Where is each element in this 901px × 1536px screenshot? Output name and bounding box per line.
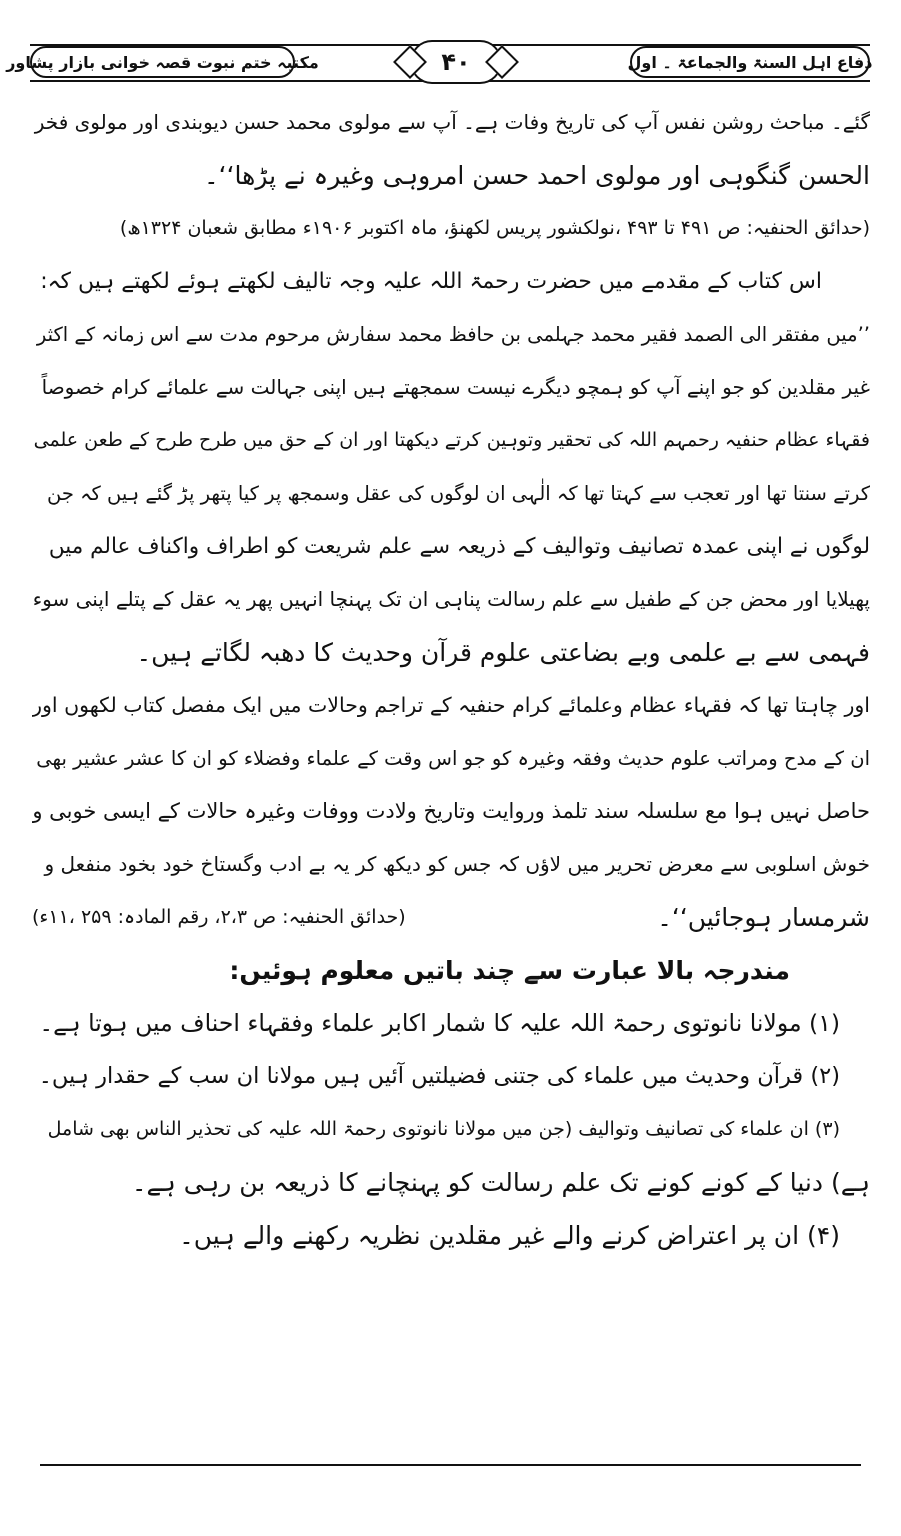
reference-inline: (حدائق الحنفیہ: ص ۲،۳، رقم المادہ: ۲۵۹ ،۱۱ء) [32, 906, 406, 928]
point-item: (۳) ان علماء کی تصانیف وتوالیف (جن میں مولانا نانوتوی رحمۃ اللہ علیہ کی تحذیر الناس بھی شامل [47, 1118, 840, 1140]
quote-line: فہمی سے بے علمی وبے بضاعتی علوم قرآن وحدیث کا دھبہ لگاتے ہیں۔ [136, 638, 870, 667]
point-item: (۲) قرآن وحدیث میں علماء کی جتنی فضیلتیں آئیں ہیں مولانا ان سب کے حقدار ہیں۔ [38, 1063, 840, 1089]
quote-line: غیر مقلدین کو جو اپنے آپ کو ہمچو دیگرے نیست سمجھتے ہیں اپنی جہالت سے علمائے کرام خصوصاً [41, 375, 870, 399]
quote-line: اور چاہتا تھا کہ فقہاء عظام وعلمائے کرام حنفیہ کے تراجم وحالات میں ایک مفصل کتاب لکھوں اور [32, 693, 870, 717]
page-header [6, 36, 873, 90]
text-line: گئے۔ مباحث روشن نفس آپ کی تاریخ وفات ہے۔ آپ سے مولوی محمد حسن دیوبندی اور مولوی فخر [34, 110, 870, 134]
quote-line: ’’میں مفتقر الی الصمد فقیر محمد جہلمی بن حافظ محمد سفارش مرحوم مدت سے اس زمانہ کے اکثر [36, 323, 870, 346]
reference-line: (حدائق الحنفیہ: ص ۴۹۱ تا ۴۹۳ ،نولکشور پریس لکھنؤ، ماہ اکتوبر ۱۹۰۶ء مطابق شعبان ۱۳۲۴ھ) [119, 217, 870, 239]
quote-line: لوگوں نے اپنی عمدہ تصانیف وتوالیف کے ذریعہ سے علم شریعت کو اطراف واکناف عالم میں [48, 534, 870, 559]
quote-line: خوش اسلوبی سے معرض تحریر میں لاؤں کہ جس کو دیکھ کر یہ بے ادب وگستاخ خود بخود منفعل و [44, 852, 870, 876]
footer-rule [40, 1464, 861, 1466]
page-number: ۴۰ [410, 40, 502, 84]
text-line: الحسن گنگوہی اور مولوی احمد حسن امروہی وغیرہ نے پڑھا‘‘۔ [204, 161, 870, 190]
quote-end-text: شرمسار ہوجائیں‘‘۔ [657, 903, 870, 932]
book-title: دفاع اہل السنۃ والجماعۃ ۔ اول [630, 46, 870, 78]
quote-line: حاصل نہیں ہوا مع سلسلہ سند تلمذ وروایت وتاریخ ولادت ووفات وغیرہ حالات کے ایسی خوبی و [32, 799, 870, 823]
quote-line: فقہاء عظام حنفیہ رحمہم اللہ کی تحقیر وتوہین کرتے دیکھتا اور ان کے حق میں طرح طرح کے طعن علمی [33, 429, 870, 451]
point-continuation: ہے) دنیا کے کونے کونے تک علم رسالت کو پہنچانے کا ذریعہ بن رہی ہے۔ [131, 1168, 870, 1197]
quote-line: ان کے مدح ومراتب علوم حدیث وفقہ وغیرہ کو جو اس وقت کے علماء وفضلاء کو ان کا عشر عشیر بھی [36, 747, 870, 770]
quote-end-line [32, 891, 870, 944]
page-body [32, 96, 870, 1262]
point-item: (۱) مولانا نانوتوی رحمۃ اللہ علیہ کا شمار اکابر علماء وفقہاء احناف میں ہوتا ہے۔ [39, 1009, 840, 1037]
text-line: اس کتاب کے مقدمے میں حضرت رحمۃ اللہ علیہ وجہ تالیف لکھتے ہوئے لکھتے ہیں کہ: [40, 269, 822, 294]
conclusion-heading: مندرجہ بالا عبارت سے چند باتیں معلوم ہوئیں: [229, 956, 790, 985]
publisher-title: مکتبہ ختم نبوت قصہ خوانی بازار پشاور [30, 46, 295, 78]
quote-line: کرتے سنتا تھا اور تعجب سے کہتا تھا کہ الٰہی ان لوگوں کی عقل وسمجھ پر کیا پتھر پڑ گئے ہیں کہ جن [47, 482, 870, 505]
point-item: (۴) ان پر اعتراض کرنے والے غیر مقلدین نظریہ رکھنے والے ہیں۔ [179, 1221, 840, 1250]
quote-line: پھیلایا اور محض جن کے طفیل سے علم رسالت پناہی ان تک پہنچا انہیں پھر یہ عقل کے پتلے اپنی سوء [32, 587, 870, 611]
